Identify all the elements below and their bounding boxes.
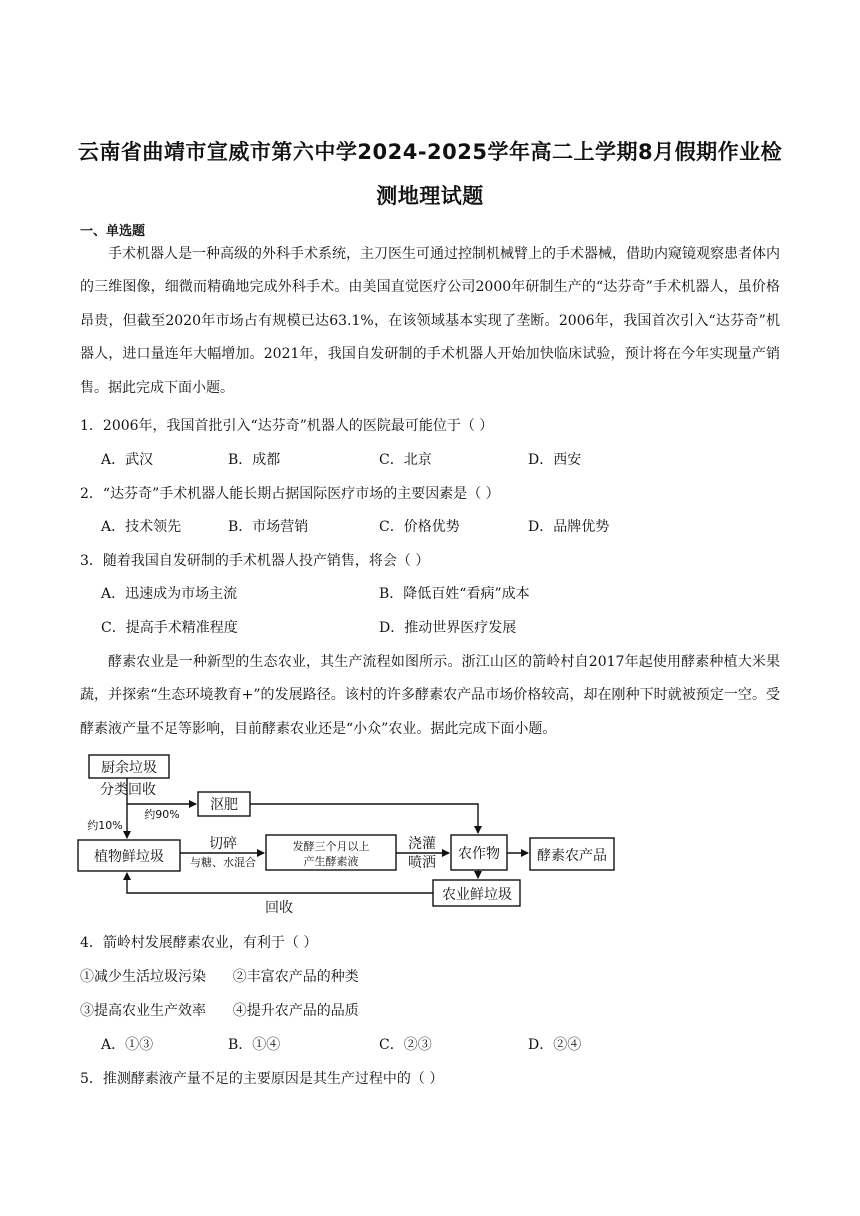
- label-plant-waste: 植物鲜垃圾: [94, 849, 164, 865]
- question-3-option-a[interactable]: A．迅速成为市场主流: [101, 586, 238, 602]
- label-pct90: 约90%: [144, 808, 180, 821]
- question-2-option-a[interactable]: A．技术领先: [101, 519, 182, 535]
- label-ferment-line1: 发酵三个月以上: [292, 840, 370, 853]
- label-products: 酵素农产品: [537, 848, 607, 864]
- question-1-option-c[interactable]: C．北京: [379, 452, 432, 468]
- question-4-items-line1: ①减少生活垃圾污染 ②丰富农产品的种类: [80, 969, 359, 985]
- exam-title-line1: 云南省曲靖市宣威市第六中学2024-2025学年高二上学期8月假期作业检: [77, 140, 783, 164]
- question-2-option-b[interactable]: B．市场营销: [228, 519, 309, 535]
- question-4-option-a[interactable]: A．①③: [101, 1037, 154, 1053]
- label-mix: 与糖、水混合: [190, 856, 256, 869]
- label-kitchen-waste: 厨余垃圾: [101, 760, 157, 776]
- question-1-option-b[interactable]: B．成都: [228, 452, 281, 468]
- question-2-option-c[interactable]: C．价格优势: [379, 519, 460, 535]
- question-3-option-d[interactable]: D．推动世界医疗发展: [379, 620, 517, 636]
- label-irrigate: 浇灌: [408, 836, 436, 852]
- label-pct10: 约10%: [87, 819, 123, 832]
- question-1-stem: 1．2006年，我国首批引入“达芬奇”机器人的医院最可能位于（ ）: [80, 418, 494, 434]
- question-4-stem: 4．箭岭村发展酵素农业，有利于（ ）: [80, 935, 318, 951]
- question-5-stem: 5．推测酵素液产量不足的主要原因是其生产过程中的（ ）: [80, 1071, 444, 1087]
- passage-enzyme-agriculture: 酵素农业是一种新型的生态农业，其生产流程如图所示。浙江山区的箭岭村自2017年起使用酵素种植大米果蔬，并探索“生态环境教育+”的发展路径。该村的许多酵素农产品市场价格较高，却在刚种下时就被预定一空。受酵素液产量不足等影响，目前酵素农业还是“小众”农业。据此完成下面小题。: [80, 654, 780, 737]
- question-1-option-d[interactable]: D．西安: [528, 452, 582, 468]
- section-heading: 一、单选题: [80, 224, 146, 239]
- question-2-stem: 2．“达芬奇”手术机器人能长期占据国际医疗市场的主要因素是（ ）: [80, 486, 500, 502]
- question-2-option-d[interactable]: D．品牌优势: [528, 519, 610, 535]
- label-sort-recycle: 分类回收: [100, 782, 156, 798]
- exam-title-line2: 测地理试题: [376, 184, 484, 208]
- label-compost: 沤肥: [210, 797, 238, 813]
- label-crops: 农作物: [458, 846, 500, 862]
- label-recycle: 回收: [265, 900, 293, 916]
- question-3-option-c[interactable]: C．提高手术精准程度: [101, 620, 238, 636]
- label-spray: 喷洒: [408, 855, 436, 871]
- question-4-option-b[interactable]: B．①④: [228, 1037, 281, 1053]
- question-4-option-c[interactable]: C．②③: [379, 1037, 432, 1053]
- question-1-option-a[interactable]: A．武汉: [101, 452, 154, 468]
- label-ferment-line2: 产生酵素液: [303, 855, 359, 868]
- question-4-items-line2: ③提高农业生产效率 ④提升农产品的品质: [80, 1003, 359, 1019]
- label-agri-waste: 农业鲜垃圾: [442, 887, 512, 903]
- label-chop: 切碎: [209, 836, 237, 852]
- question-3-stem: 3．随着我国自发研制的手术机器人投产销售，将会（ ）: [80, 553, 430, 569]
- passage-surgical-robot: 手术机器人是一种高级的外科手术系统，主刀医生可通过控制机械臂上的手术器械，借助内窥镜观察患者体内的三维图像，细微而精确地完成外科手术。由美国直觉医疗公司2000年研制生产的“达芬奇”手术机器人，虽价格昂贵，但截至2020年市场占有规模已达63.1%，在该领域基本实现了垄断。2006年，我国首次引入“达芬奇”机器人，进口量连年大幅增加。2021年，我国自发研制的手术机器人开始加快临床试验，预计将在今年实现量产销售。据此完成下面小题。: [80, 246, 780, 396]
- question-4-option-d[interactable]: D．②④: [528, 1037, 582, 1053]
- question-3-option-b[interactable]: B．降低百姓“看病”成本: [379, 586, 530, 602]
